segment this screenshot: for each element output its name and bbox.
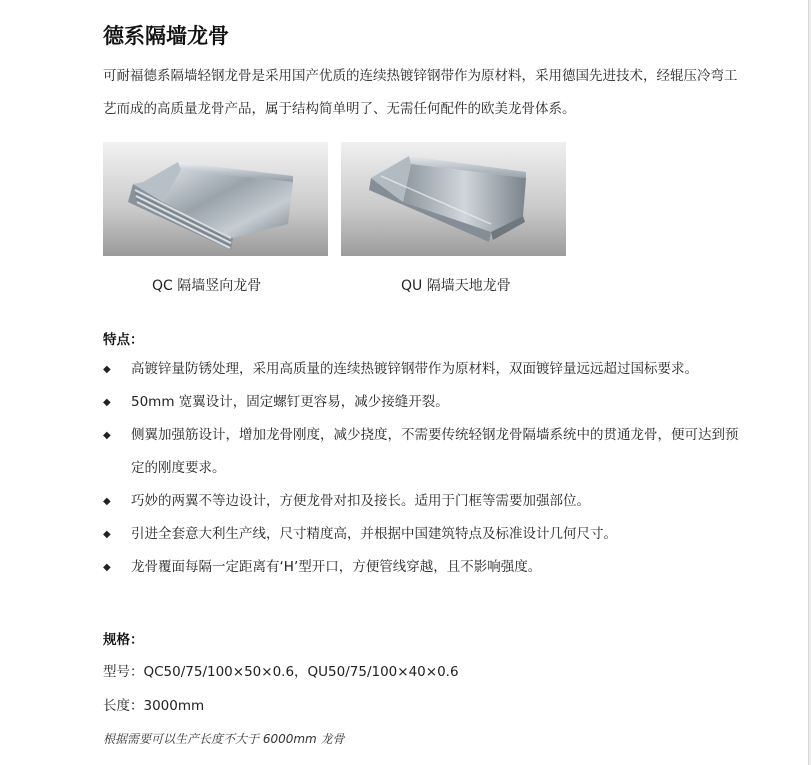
spec-title: 规格： bbox=[103, 632, 144, 648]
intro-paragraph: 可耐福德系隔墙轻钢龙骨是采用国产优质的连续热镀锌钢带作为原材料，采用德国先进技术，经辊压冷弯工艺而成的高质量龙骨产品，属于结构简单明了、无需任何配件的欧美龙骨体系。 bbox=[103, 68, 738, 117]
page-title: 德系隔墙龙骨 bbox=[103, 24, 229, 48]
feature-text: 巧妙的两翼不等边设计，方便龙骨对扣及接长。适用于门框等需要加强部位。 bbox=[131, 493, 590, 509]
bullet-icon: ◆ bbox=[103, 430, 111, 441]
features-title: 特点： bbox=[103, 332, 144, 348]
bullet-icon: ◆ bbox=[103, 397, 111, 408]
qc-stud-photo bbox=[103, 142, 328, 256]
bullet-icon: ◆ bbox=[103, 562, 111, 573]
feature-text: 龙骨覆面每隔一定距离有‘H’型开口，方便管线穿越，且不影响强度。 bbox=[131, 559, 542, 575]
feature-text: 侧翼加强筋设计，增加龙骨刚度，减少挠度，不需要传统轻钢龙骨隔墙系统中的贯通龙骨，便可达到预定的刚度要求。 bbox=[131, 427, 739, 476]
feature-text: 引进全套意大利生产线，尺寸精度高，并根据中国建筑特点及标准设计几何尺寸。 bbox=[131, 526, 617, 542]
bullet-icon: ◆ bbox=[103, 529, 111, 540]
features-list bbox=[103, 353, 743, 584]
feature-text: 50mm 宽翼设计，固定螺钉更容易，减少接缝开裂。 bbox=[131, 394, 449, 410]
list-item bbox=[103, 551, 743, 584]
list-item bbox=[103, 386, 743, 419]
bullet-icon: ◆ bbox=[103, 496, 111, 507]
qu-caption: QU 隔墙天地龙骨 bbox=[401, 278, 511, 294]
qc-caption: QC 隔墙竖向龙骨 bbox=[152, 278, 262, 294]
spec-length: 长度：3000mm bbox=[103, 698, 205, 714]
list-item bbox=[103, 353, 743, 386]
spec-model: 型号：QC50/75/100×50×0.6，QU50/75/100×40×0.6 bbox=[103, 664, 459, 680]
list-item bbox=[103, 518, 743, 551]
spec-note: 根据需要可以生产长度不大于 6000mm 龙骨 bbox=[103, 732, 345, 746]
feature-text: 高镀锌量防锈处理，采用高质量的连续热镀锌钢带作为原材料，双面镀锌量远远超过国标要求。 bbox=[131, 361, 698, 377]
list-item bbox=[103, 485, 743, 518]
list-item bbox=[103, 419, 743, 485]
qu-track-photo bbox=[341, 142, 566, 256]
bullet-icon: ◆ bbox=[103, 364, 111, 375]
